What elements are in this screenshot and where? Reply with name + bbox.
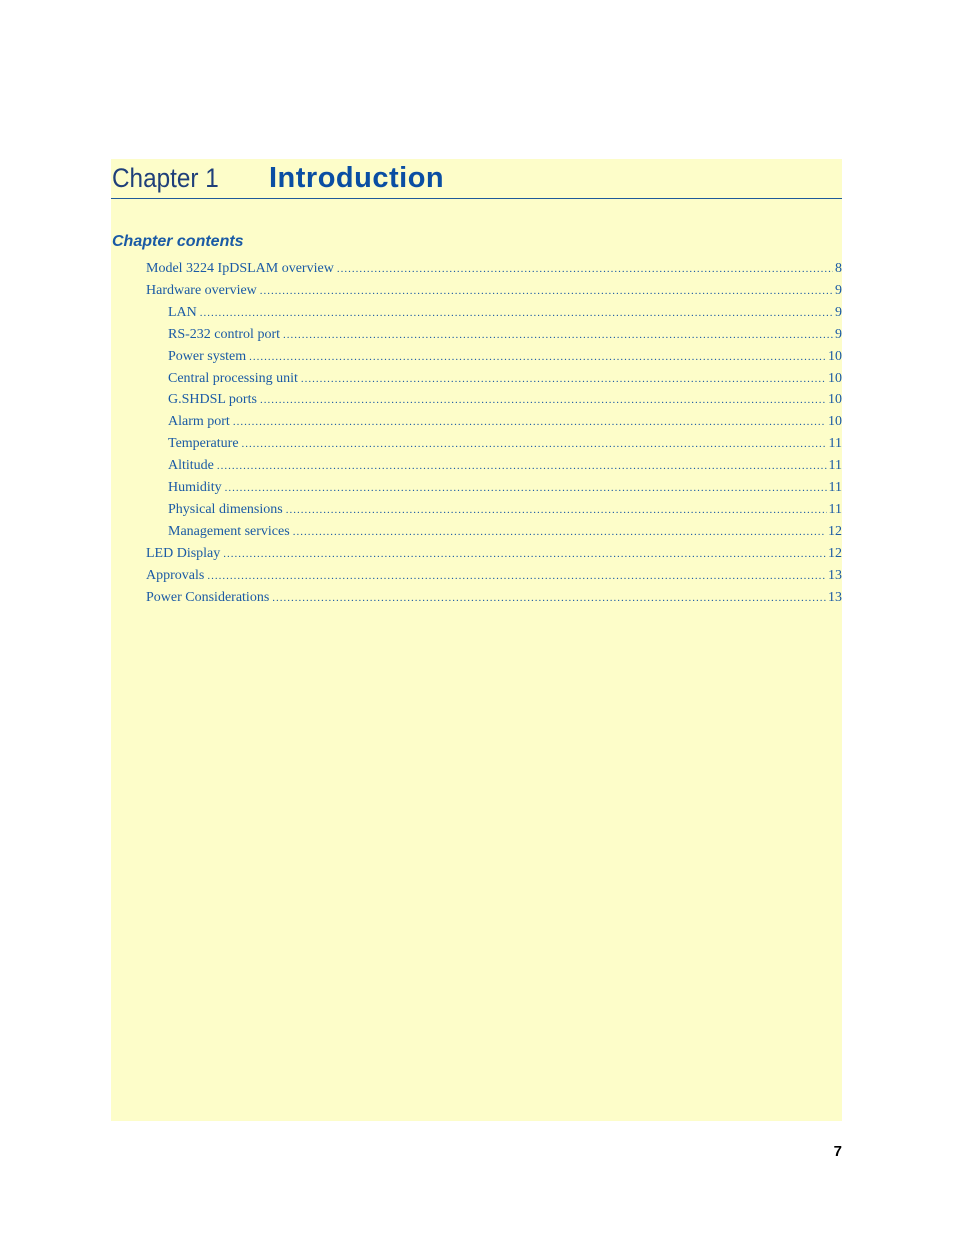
toc-entry[interactable] [168, 368, 842, 390]
toc-entry-page: 9 [835, 282, 842, 298]
toc-entry-label: RS-232 control port [168, 326, 280, 342]
toc-entry-page: 9 [835, 304, 842, 320]
toc-entry-page: 10 [828, 348, 842, 364]
toc-entry-label: Management services [168, 523, 290, 539]
toc-entry-page: 11 [828, 480, 842, 495]
chapter-header [111, 159, 842, 199]
toc-entry-page: 11 [828, 501, 842, 517]
toc-entry-page: 11 [828, 436, 842, 452]
toc-entry[interactable] [168, 521, 842, 543]
toc-entry[interactable] [168, 477, 842, 499]
toc-entry-label: Physical dimensions [168, 501, 283, 517]
toc-dot-leader [233, 411, 826, 433]
toc-dot-leader [249, 346, 826, 368]
toc-dot-leader [272, 587, 826, 609]
toc-dot-leader [283, 324, 833, 346]
toc-dot-leader [200, 302, 833, 324]
toc-entry[interactable] [168, 455, 842, 477]
toc-entry[interactable] [168, 389, 842, 411]
toc-entry-page: 13 [828, 589, 842, 605]
toc-entry-label: Humidity [168, 480, 222, 495]
toc-dot-leader [337, 258, 833, 280]
toc-dot-leader [207, 565, 826, 587]
contents-heading: Chapter contents [112, 233, 244, 250]
toc-entry-label: LAN [168, 304, 197, 320]
toc-dot-leader [293, 521, 826, 543]
toc-entry[interactable] [168, 433, 842, 455]
toc-entry[interactable] [168, 411, 842, 433]
toc-entry-page: 12 [828, 523, 842, 539]
toc-entry-label: Power Considerations [146, 589, 270, 605]
toc-entry[interactable] [146, 543, 842, 565]
page-number: 7 [833, 1143, 842, 1160]
toc-dot-leader [217, 455, 827, 477]
toc-dot-leader [242, 433, 827, 455]
toc-entry-page: 9 [835, 326, 842, 342]
toc-entry-label: Central processing unit [168, 370, 298, 386]
toc-entry-page: 12 [828, 545, 842, 561]
toc-entry-page: 10 [828, 392, 842, 408]
toc-entry-label: G.SHDSL ports [168, 392, 257, 408]
toc-entry-page: 10 [828, 370, 842, 386]
toc-entry[interactable] [168, 324, 842, 346]
toc-dot-leader [286, 499, 827, 521]
toc-dot-leader [260, 389, 826, 411]
toc-dot-leader [223, 543, 826, 565]
toc-entry-label: Approvals [146, 567, 205, 583]
toc-entry-label: LED Display [146, 545, 221, 561]
toc-entry-label: Power system [168, 348, 247, 364]
toc-entry-label: Hardware overview [146, 282, 257, 298]
toc-dot-leader [225, 477, 827, 499]
toc-entry[interactable] [168, 302, 842, 324]
toc-entry[interactable] [168, 346, 842, 368]
chapter-label: Chapter 1 [112, 163, 219, 193]
toc-entry-label: Temperature [168, 436, 239, 452]
toc-entry-page: 8 [835, 261, 842, 276]
toc-entry-page: 13 [828, 567, 842, 583]
toc-entry-page: 10 [828, 414, 842, 430]
toc-entry-label: Altitude [168, 458, 214, 474]
chapter-title: Introduction [269, 162, 445, 194]
toc-entry-label: Model 3224 IpDSLAM overview [146, 261, 334, 276]
toc-entry-page: 11 [828, 458, 842, 474]
toc-dot-leader [301, 368, 826, 390]
toc-entry[interactable] [146, 565, 842, 587]
toc-entry-label: Alarm port [168, 414, 230, 430]
toc-entry[interactable] [146, 258, 842, 280]
toc-entry[interactable] [168, 499, 842, 521]
toc-dot-leader [260, 280, 833, 302]
toc-entry[interactable] [146, 280, 842, 302]
toc-entry[interactable] [146, 587, 842, 609]
